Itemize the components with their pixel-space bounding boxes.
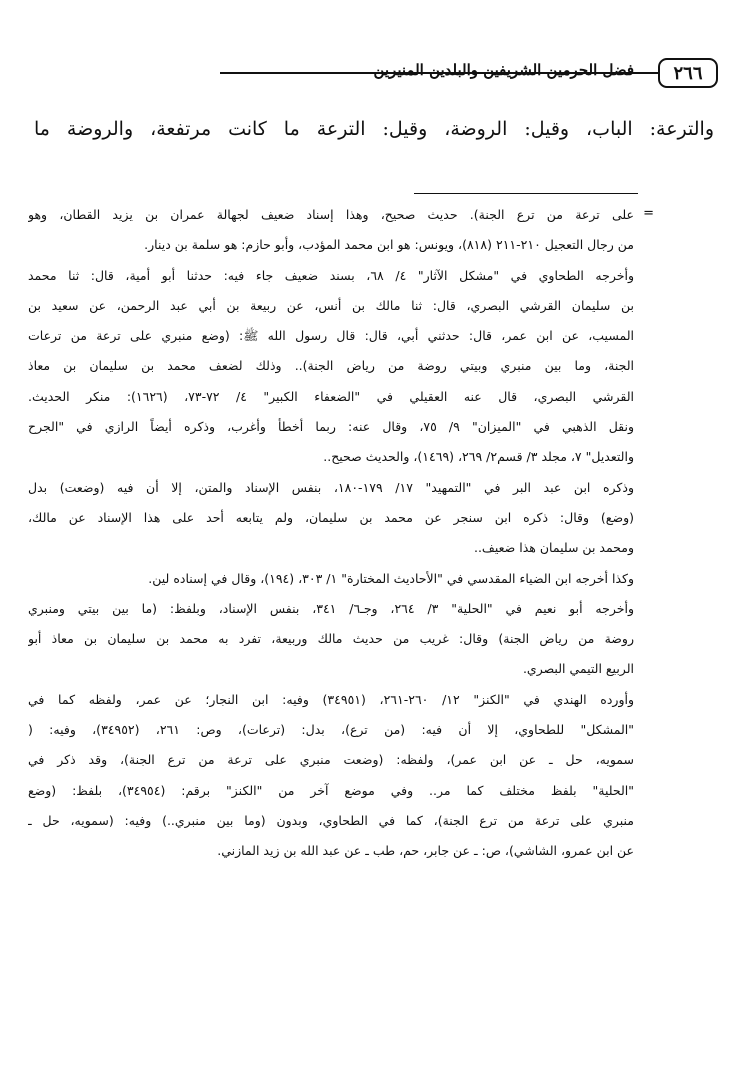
footnote-line: من رجال التعجيل ٢١٠-٢١١ (٨١٨)، ويونس: هو ابن محمد المؤدب، وأبو حازم: هو سلمة بن دينار. <box>144 237 634 253</box>
footnote-line: ونقل الذهبي في "الميزان" ٩/ ٧٥، وقال عنه: ربما أخطأ وأغرب، وذكره أيضاً الرازي في "الجرح <box>28 419 634 435</box>
page-number: ٢٦٦ <box>658 58 718 88</box>
footnote-line: وذكره ابن عبد البر في "التمهيد" ١٧/ ١٧٩-١٨٠، بنفس الإسناد والمتن، إلا أن فيه (وضعت) بدل <box>28 479 634 495</box>
footnote-line: "المشكل" للطحاوي، إلا أن فيه: (من ترع)، بدل: (ترعات)، وص: ٢٦١، (٣٤٩٥٢)، وفيه: ( <box>28 722 634 738</box>
page-header <box>30 58 718 92</box>
footnote-line: المسيب، عن ابن عمر، قال: حدثني أبي، قال: قال رسول الله ﷺ: (وضع منبري على ترعة من ترعات <box>28 328 634 344</box>
footnote-line: (وضع) وقال: ذكره ابن سنجر عن محمد بن سليمان، ولم يتابعه أحد على هذا الإسناد عن مالك، <box>28 509 634 525</box>
footnote-line: الجنة، وما بين منبري وبيتي روضة من رياض الجنة).. وذلك لضعف محمد بن سليمان بن معاذ <box>28 358 634 374</box>
footnote-continuation-marker: = <box>643 206 654 221</box>
footnote-line: على ترعة من ترع الجنة). حديث صحيح، وهذا إسناد ضعيف لجهالة عمران بن يزيد القطان، وهو <box>28 207 634 222</box>
footnote-line: روضة من رياض الجنة) وقال: غريب من حديث مالك وربيعة، تفرد به محمد بن سليمان بن معاذ أبو <box>28 631 634 647</box>
footnote-line: القرشي البصري، قال عنه العقيلي في "الضعفاء الكبير" ٤/ ٧٢-٧٣، (١٦٢٦): منكر الحديث. <box>28 388 634 404</box>
running-title: فضل الحرمين الشريفين والبلدين المنيرين <box>373 61 634 79</box>
footnote-line: "الحلية" بلفظ مختلف كما مر.. وفي موضع آخر من "الكنز" برقم: (٣٤٩٥٤)، بلفظ: (وضع <box>28 782 634 798</box>
footnote-line: عن ابن عمرو، الشاشي)، ص: ـ عن جابر، حم، طب ـ عن عبد الله بن زيد المازني. <box>217 843 634 859</box>
header-rule <box>220 72 658 74</box>
footnote-line: وأورده الهندي في "الكنز" ١٢/ ٢٦٠-٢٦١، (٣٤٩٥١) وفيه: ابن النجار؛ عن عمر، ولفظه كما في <box>28 691 634 707</box>
footnote-line: وأخرجه الطحاوي في "مشكل الآثار" ٤/ ٦٨، بسند ضعيف جاء فيه: حدثنا أبو أمية، قال: ثنا محمد <box>28 267 634 283</box>
footnotes <box>28 200 634 867</box>
footnote-separator <box>414 193 638 194</box>
footnote-line: وكذا أخرجه ابن الضياء المقدسي في "الأحاديث المختارة" ١/ ٣٠٣، (١٩٤)، وقال في إسناده لين. <box>148 570 634 586</box>
footnote-line: سمويه، حل ـ عن ابن عمر)، ولفظه: (وضعت منبري على ترعة من ترع الجنة)، وقد ذكر في <box>28 752 634 768</box>
footnote-line: الربيع التيمي البصري. <box>522 661 634 677</box>
footnote-line: ومحمد بن سليمان هذا ضعيف.. <box>473 540 634 556</box>
footnote-line: والتعديل" ٧، مجلد ٣/ قسم٢/ ٢٦٩، (١٤٦٩)، والحديث صحيح.. <box>323 449 634 465</box>
footnote-line: بن سليمان القرشي البصري، قال: ثنا مالك بن أنس، عن ربيعة بن أبي عبد الرحمن، عن سعيد بن <box>28 297 634 313</box>
footnote-line: منبري على ترعة من ترع الجنة)، كما في الطحاوي، وبدون (وما بين منبري..) وفيه: (سمويه، حل ـ <box>28 812 634 828</box>
main-text-line: والترعة: الباب، وقيل: الروضة، وقيل: الترعة ما كانت مرتفعة، والروضة ما <box>34 118 714 140</box>
footnote-line: وأخرجه أبو نعيم في "الحلية" ٣/ ٢٦٤، وجـ٦/ ٣٤١، بنفس الإسناد، وبلفظ: (ما بين بيتي ومنبري <box>28 600 634 616</box>
